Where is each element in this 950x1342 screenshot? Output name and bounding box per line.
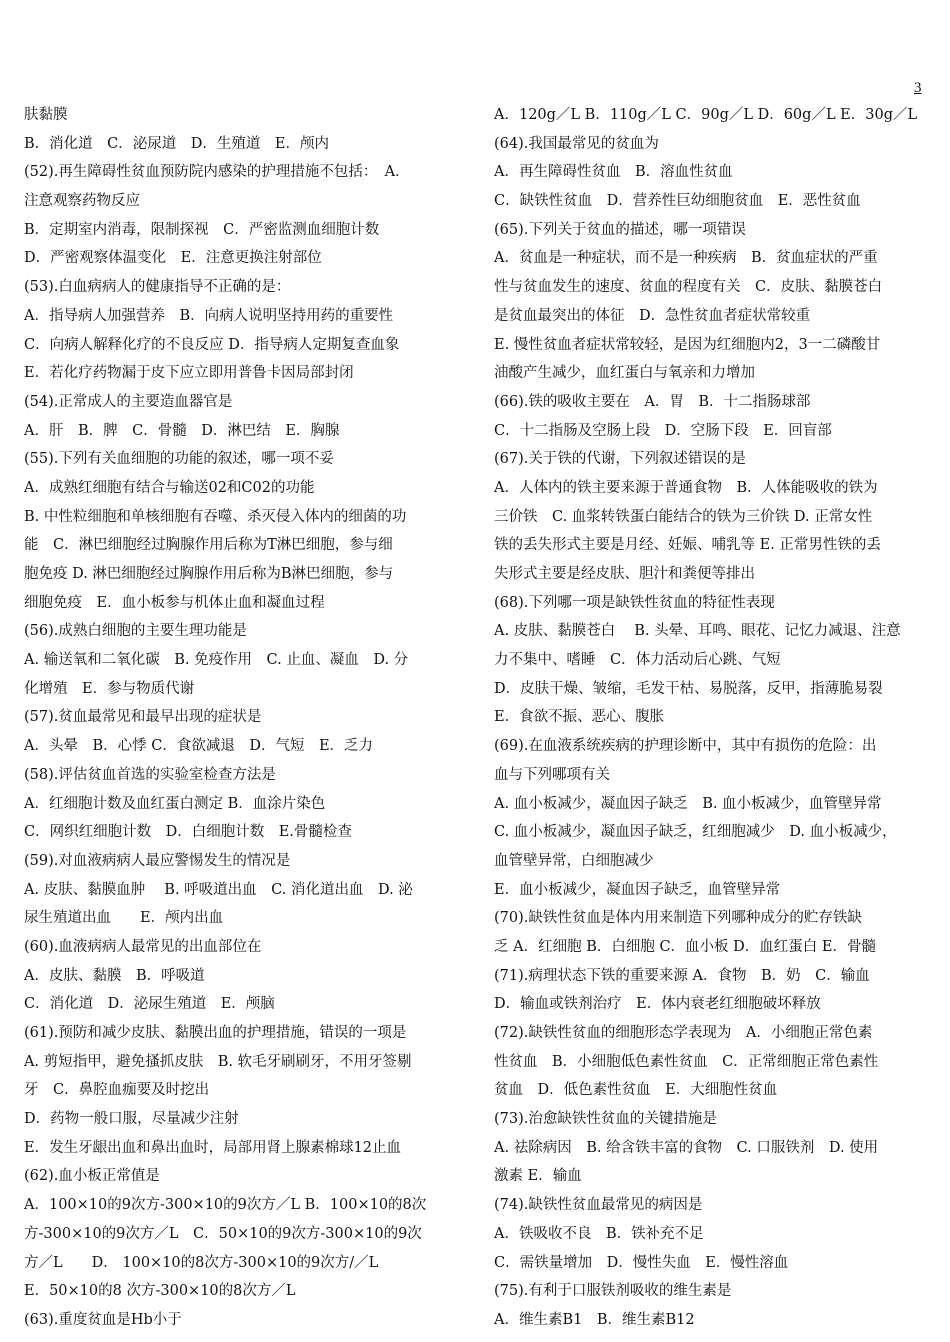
text-line: 注意观察药物反应 [24,193,140,210]
text-line: (70).缺铁性贫血是体内用来制造下列哪种成分的贮存铁缺 [494,910,862,927]
text-line: A. 皮肤、黏膜苍白 B. 头晕、耳鸣、眼花、记忆力减退、注意 [494,623,901,640]
text-line: (61).预防和减少皮肤、黏膜出血的护理措施，错误的一项是 [24,1025,407,1041]
text-line: A．成熟红细胞有结合与输送02和C02的功能 [24,479,315,496]
text-line: 铁的丢失形式主要是月经、妊娠、哺乳等 E. 正常男性铁的丢 [494,537,881,554]
page-number: 3 [914,80,922,96]
text-line: D．输血或铁剂治疗 E．体内衰老红细胞破坏释放 [494,996,821,1013]
text-line: (60).血液病病人最常见的出血部位在 [24,938,262,955]
text-line: 细胞免疫 E．血小板参与机体止血和凝血过程 [24,594,325,611]
text-line: 胞免疫 D. 淋巴细胞经过胸腺作用后称为B淋巴细胞，参与 [24,566,394,582]
text-line: C．需铁量增加 D．慢性失血 E．慢性溶血 [494,1254,789,1271]
text-line: C．向病人解释化疗的不良反应 D．指导病人定期复查血象 [24,336,400,353]
text-line: 血与下列哪项有关 [494,766,610,783]
text-line: A．100×10的9次方-300×10的9次方／L B．100×10的8次 [24,1197,427,1214]
text-line: A. 输送氧和二氧化碳 B. 免疫作用 C. 止血、凝血 D. 分 [24,652,409,669]
text-line: A．120g／L B．110g／L C．90g／L D．60g／L E．30g／L [494,107,918,123]
text-line: E. 慢性贫血者症状常较轻，是因为红细胞内2，3一二磷酸甘 [494,336,881,353]
text-line: 油酸产生减少，血红蛋白与氧亲和力增加 [494,365,755,382]
text-line: C．十二指肠及空肠上段 D．空肠下段 E．回盲部 [494,422,832,439]
text-line: B．定期室内消毒，限制探视 C．严密监测血细胞计数 [24,221,380,238]
text-line: (56).成熟白细胞的主要生理功能是 [24,623,247,640]
text-line: (69).在血液系统疾病的护理诊断中，其中有损伤的危险：出 [494,738,877,755]
text-line: (72).缺铁性贫血的细胞形态学表现为 A．小细胞正常色素 [494,1025,873,1041]
text-line: (55).下列有关血细胞的功能的叙述，哪一项不妥 [24,451,334,468]
text-line: A．指导病人加强营养 B．向病人说明坚持用药的重要性 [24,307,394,324]
text-line: A．人体内的铁主要来源于普通食物 B．人体能吸收的铁为 [494,479,878,496]
text-line: A. 皮肤、黏膜血肿 B. 呼吸道出血 C. 消化道出血 D. 泌 [24,881,413,898]
text-line: (66).铁的吸收主要在 A．胃 B．十二指肠球部 [494,393,811,410]
text-line: E．血小板减少，凝血因子缺乏，血管壁异常 [494,881,781,898]
text-line: A. 祛除病因 B. 给含铁丰富的食物 C. 口服铁剂 D. 使用 [494,1139,879,1156]
left-text-column [24,101,460,1335]
text-line: (52).再生障碍性贫血预防院内感染的护理措施不包括： A． [24,164,410,181]
text-line: (73).治愈缺铁性贫血的关键措施是 [494,1111,717,1128]
text-line: 牙 C．鼻腔血痂要及时挖出 [24,1082,210,1099]
text-line: B. 中性粒细胞和单核细胞有吞噬、杀灭侵入体内的细菌的功 [24,508,407,525]
text-line: 乏 A．红细胞 B．白细胞 C．血小板 D．血红蛋白 E．骨髓 [494,938,876,955]
text-line: C．网织红细胞计数 D．白细胞计数 E.骨髓检查 [24,824,352,841]
text-line: B．消化道 C．泌尿道 D．生殖道 E．颅内 [24,135,329,152]
text-line: A．皮肤、黏膜 B．呼吸道 [24,967,205,984]
text-line: (58).评估贫血首选的实验室检查方法是 [24,766,276,783]
text-line: E．食欲不振、恶心、腹胀 [494,709,665,726]
text-line: (59).对血液病病人最应警惕发生的情况是 [24,852,291,869]
text-line: 贫血 D．低色素性贫血 E．大细胞性贫血 [494,1082,778,1099]
text-line: A．红细胞计数及血红蛋白测定 B．血涂片染色 [24,795,326,812]
text-line: 尿生殖道出血 E．颅内出血 [24,910,224,927]
text-line: A．维生素B1 B．维生素B12 [494,1311,695,1328]
text-line: 力不集中、嗜睡 C．体力活动后心跳、气短 [494,652,781,669]
text-line: D．皮肤干燥、皱缩，毛发干枯、易脱落，反甲，指薄脆易裂 [494,680,883,697]
text-line: (63).重度贫血是Hb小于 [24,1311,182,1328]
text-line: C．缺铁性贫血 D．营养性巨幼细胞贫血 E．恶性贫血 [494,193,861,210]
text-line: D．严密观察体温变化 E．注意更换注射部位 [24,250,322,267]
text-line: C. 血小板减少，凝血因子缺乏，红细胞减少 D. 血小板减少， [494,824,897,841]
text-line: A．铁吸收不良 B．铁补充不足 [494,1225,704,1242]
right-text-column [494,101,930,1335]
text-line: A. 血小板减少，凝血因子缺乏 B. 血小板减少，血管壁异常 [494,795,882,812]
text-line: 肤黏膜 [24,107,68,123]
text-line: A．肝 B．脾 C．骨髓 D．淋巴结 E．胸腺 [24,422,340,439]
text-line: A．贫血是一种症状，而不是一种疾病 B．贫血症状的严重 [494,250,878,267]
text-line: 方／L D． 100×10的8次方-300×10的9次方/／L [24,1254,379,1271]
text-line: 血管壁异常，白细胞减少 [494,852,654,869]
text-line: A．再生障碍性贫血 B．溶血性贫血 [494,164,733,181]
text-line: 能 C．淋巴细胞经过胸腺作用后称为T淋巴细胞，参与细 [24,537,393,554]
text-line: C．消化道 D．泌尿生殖道 E．颅脑 [24,996,275,1013]
text-line: (57).贫血最常见和最早出现的症状是 [24,709,262,726]
text-line: (75).有利于口服铁剂吸收的维生素是 [494,1283,732,1300]
text-line: 失形式主要是经皮肤、胆汁和粪便等排出 [494,566,755,582]
text-line: (54).正常成人的主要造血器官是 [24,393,233,410]
text-line: 性与贫血发生的速度、贫血的程度有关 C．皮肤、黏膜苍白 [494,279,883,296]
text-line: 三价铁 C. 血浆转铁蛋白能结合的铁为三价铁 D. 正常女性 [494,508,873,525]
text-line: A. 剪短指甲，避免搔抓皮肤 B. 软毛牙刷刷牙，不用牙签剔 [24,1053,412,1070]
text-line: (62).血小板正常值是 [24,1168,160,1185]
text-line: (65).下列关于贫血的描述，哪一项错误 [494,221,746,238]
text-line: 激素 E．输血 [494,1168,582,1185]
text-line: 性贫血 B．小细胞低色素性贫血 C．正常细胞正常色素性 [494,1053,879,1070]
text-line: (67).关于铁的代谢，下列叙述错误的是 [494,451,746,468]
text-line: E．50×10的8 次方-300×10的8次方／L [24,1283,296,1300]
text-line: E．若化疗药物漏于皮下应立即用普鲁卡因局部封闭 [24,365,354,382]
text-line: E．发生牙龈出血和鼻出血时，局部用肾上腺素棉球12止血 [24,1139,402,1156]
text-line: (68).下列哪一项是缺铁性贫血的特征性表现 [494,594,775,611]
text-line: 化增殖 E．参与物质代谢 [24,680,195,697]
text-line: A．头晕 B．心悸 C．食欲减退 D．气短 E．乏力 [24,738,374,755]
text-line: (53).白血病病人的健康指导不正确的是： [24,279,291,296]
text-line: (64).我国最常见的贫血为 [494,135,659,152]
text-line: 方-300×10的9次方／L C．50×10的9次方-300×10的9次 [24,1225,422,1242]
text-line: D．药物一般口服，尽量减少注射 [24,1111,239,1128]
text-line: 是贫血最突出的体征 D．急性贫血者症状常较重 [494,307,811,324]
text-line: (74).缺铁性贫血最常见的病因是 [494,1197,703,1214]
text-line: (71).病理状态下铁的重要来源 A．食物 B．奶 C．输血 [494,967,870,984]
